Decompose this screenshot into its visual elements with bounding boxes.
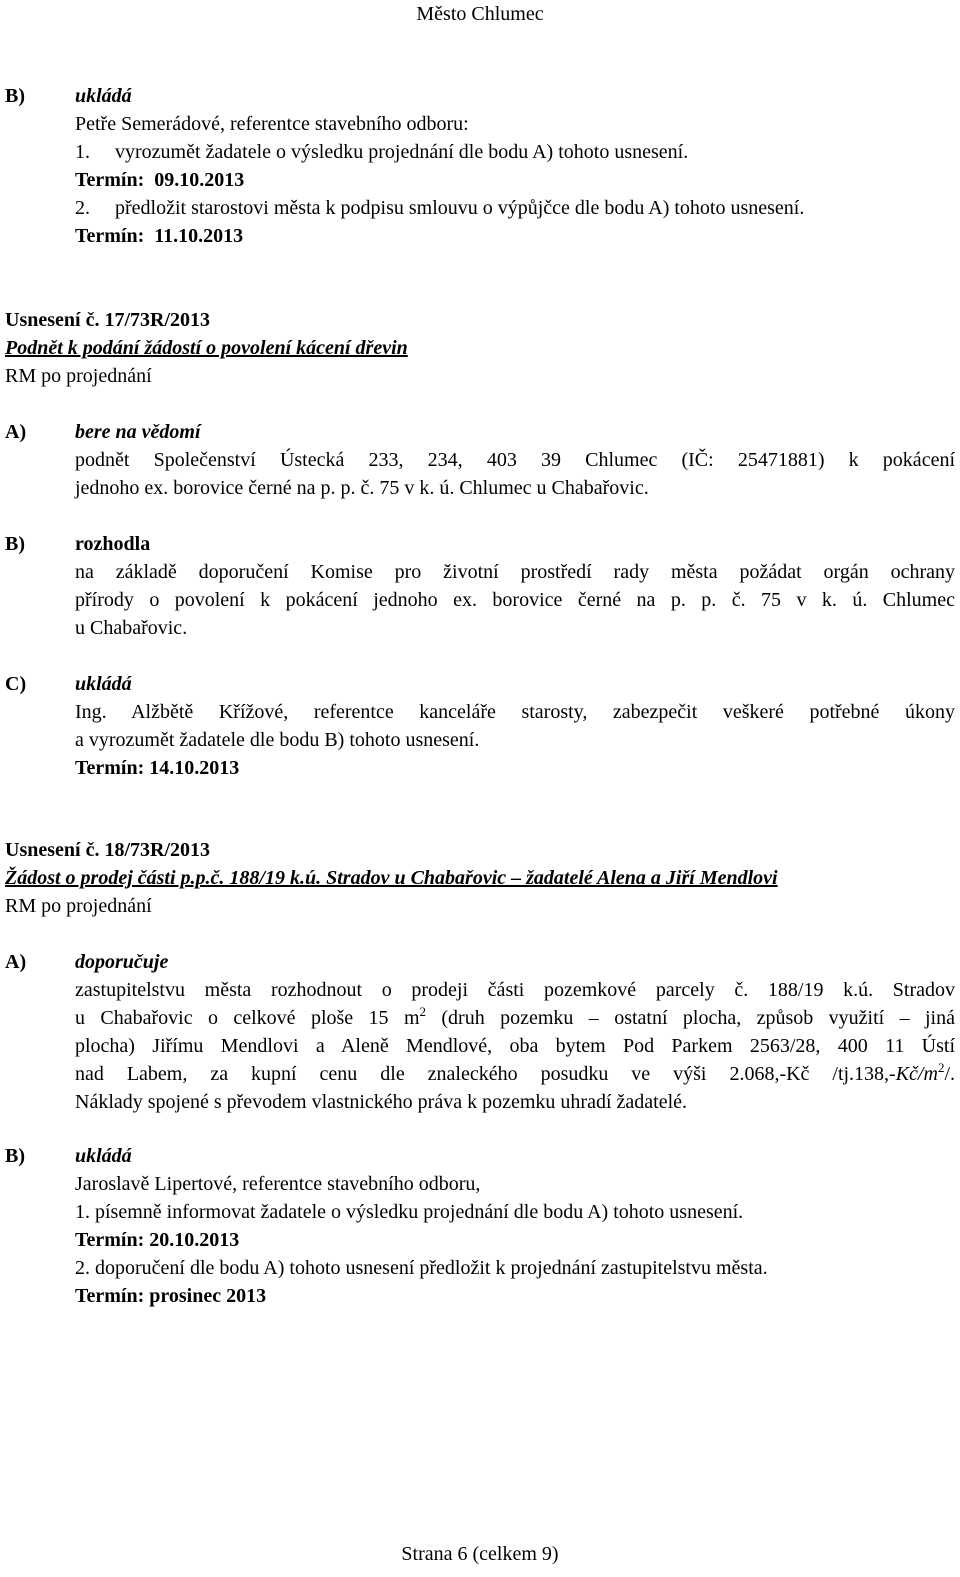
resolution-number: Usnesení č. 17/73R/2013 — [5, 309, 210, 331]
assignee-line: Petře Semerádové, referentce stavebního odboru: — [75, 113, 469, 135]
list-item: 2. předložit starostovi města k podpisu smlouvu o výpůjčce dle bodu A) tohoto usnesení. — [75, 197, 805, 219]
res17-section-c — [5, 670, 955, 782]
resolution-17 — [5, 306, 955, 390]
page-footer: Strana 6 (celkem 9) — [401, 1543, 559, 1565]
section-label: B) — [5, 1145, 25, 1167]
section-verb: ukládá — [75, 1145, 132, 1167]
paragraph-line: jednoho ex. borovice černé na p. p. č. 75 v k. ú. Chlumec u Chabařovic. — [75, 477, 649, 499]
section-label: A) — [5, 421, 27, 443]
deadline: Termín: 14.10.2013 — [75, 757, 240, 779]
assignee-line: Jaroslavě Lipertové, referentce stavebního odboru, — [75, 1173, 481, 1195]
deadline: Termín: prosinec 2013 — [75, 1285, 267, 1307]
paragraph-line: plocha) Jiřímu Mendlovi a Aleně Mendlové, oba bytem Pod Parkem 2563/28, 400 11 Ústí — [75, 1035, 955, 1057]
list-item: 2. doporučení dle bodu A) tohoto usnesení předložit k projednání zastupitelstvu města. — [75, 1257, 768, 1279]
section-verb: ukládá — [75, 85, 132, 107]
resolution-title: Žádost o prodej části p.p.č. 188/19 k.ú. Stradov u Chabařovic – žadatelé Alena a Jiří Mendlovi — [5, 867, 778, 889]
list-item: 1. vyrozumět žadatele o výsledku projednání dle bodu A) tohoto usnesení. — [75, 141, 689, 163]
resolution-title: Podnět k podání žádostí o povolení kácení dřevin — [5, 337, 408, 359]
res17-section-b — [5, 530, 955, 642]
paragraph-line: na základě doporučení Komise pro životní prostředí rady města požádat orgán ochrany — [75, 561, 955, 583]
list-item: 1. písemně informovat žadatele o výsledku projednání dle bodu A) tohoto usnesení. — [75, 1201, 744, 1223]
paragraph-line: zastupitelstvu města rozhodnout o prodeji části pozemkové parcely č. 188/19 k.ú. Stradov — [75, 979, 955, 1001]
res18-section-a — [5, 948, 955, 1116]
deadline: Termín: 11.10.2013 — [75, 225, 244, 247]
section-label: B) — [5, 85, 25, 107]
resolution-18 — [5, 836, 955, 920]
res17-section-a — [5, 418, 955, 502]
section-verb: doporučuje — [75, 951, 169, 973]
resolution-intro: RM po projednání — [5, 895, 152, 917]
paragraph-line: u Chabařovic o celkové ploše 15 $m^2$ (druh pozemku – ostatní plocha, způsob využití – jiná — [75, 1004, 955, 1029]
deadline: Termín: 20.10.2013 — [75, 1229, 240, 1251]
paragraph-line: nad Labem, za kupní cenu dle znaleckého posudku ve výši 2.068,-Kč $/tj.138,-Kč/m^2/$. — [75, 1060, 955, 1085]
paragraph-line: Ing. Alžbětě Křížové, referentce kanceláře starosty, zabezpečit veškeré potřebné úkony — [75, 701, 955, 723]
section-label: A) — [5, 951, 27, 973]
resolution-intro: RM po projednání — [5, 365, 152, 387]
section-verb: bere na vědomí — [75, 421, 201, 443]
top-section-b — [5, 82, 955, 250]
resolution-number: Usnesení č. 18/73R/2013 — [5, 839, 210, 861]
paragraph-line: a vyrozumět žadatele dle bodu B) tohoto usnesení. — [75, 729, 480, 751]
deadline: Termín: 09.10.2013 — [75, 169, 245, 191]
paragraph-line: Náklady spojené s převodem vlastnického práva k pozemku uhradí žadatelé. — [75, 1091, 688, 1113]
section-label: B) — [5, 533, 25, 555]
paragraph-line: přírody o povolení k pokácení jednoho ex. borovice černé na p. p. č. 75 v k. ú. Chlumec — [75, 589, 955, 611]
res18-section-b — [5, 1142, 955, 1310]
paragraph-line: u Chabařovic. — [75, 617, 188, 639]
section-verb: rozhodla — [75, 533, 151, 555]
page-header: Město Chlumec — [416, 3, 544, 25]
section-label: C) — [5, 673, 27, 695]
section-verb: ukládá — [75, 673, 132, 695]
paragraph-line: podnět Společenství Ústecká 233, 234, 403 39 Chlumec (IČ: 25471881) k pokácení — [75, 449, 955, 471]
